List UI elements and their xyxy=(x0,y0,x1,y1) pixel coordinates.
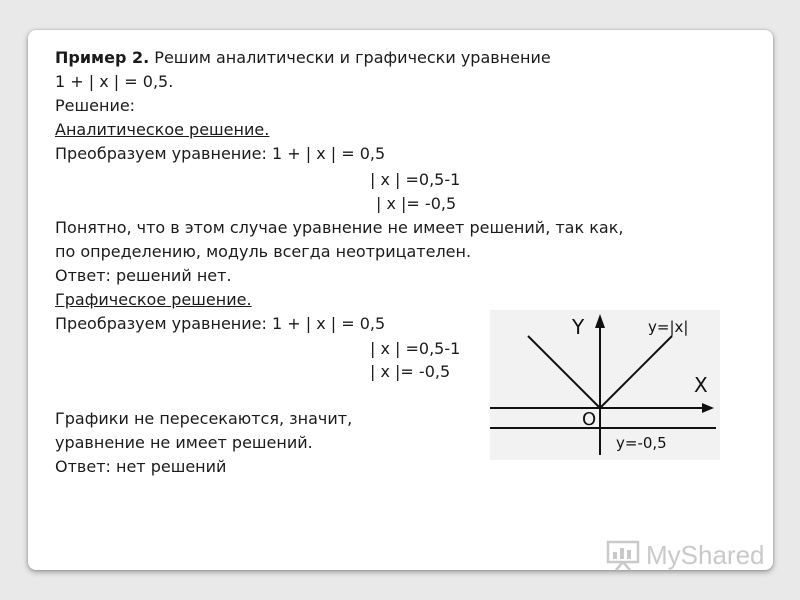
explanation-line-2: по определению, модуль всегда неотрицателен. xyxy=(55,242,472,261)
graph-figure xyxy=(490,310,720,460)
transform-label-1: Преобразуем уравнение: xyxy=(55,144,267,163)
x-axis-label: X xyxy=(694,373,708,397)
watermark xyxy=(606,538,765,572)
curve-label-const: y=-0,5 xyxy=(616,434,667,452)
analytic-answer: Ответ: решений нет. xyxy=(55,266,232,285)
origin-label: O xyxy=(582,409,597,430)
solution-label: Решение: xyxy=(55,96,136,115)
conclusion-line-1: Графики не пересекаются, значит, xyxy=(55,409,353,428)
analytic-step-2: | x |= -0,5 xyxy=(376,194,457,213)
curve-label-abs: y=|x| xyxy=(648,318,689,336)
transform-label-2: Преобразуем уравнение: xyxy=(55,314,267,333)
equation: 1 + | x | = 0,5. xyxy=(55,72,174,91)
graphic-section-title: Графическое решение. xyxy=(55,290,252,309)
example-task: Решим аналитически и графически уравнение xyxy=(149,48,551,67)
conclusion-line-2: уравнение не имеет решений. xyxy=(55,433,313,452)
watermark-text: MyShared xyxy=(646,539,765,570)
explanation-line-1: Понятно, что в этом случае уравнение не имеет решений, так как, xyxy=(55,218,624,237)
graphic-step-1: | x | =0,5-1 xyxy=(370,339,461,358)
y-axis-label: Y xyxy=(572,315,585,339)
presentation-board-icon xyxy=(606,539,640,571)
analytic-section-title: Аналитическое решение. xyxy=(55,120,270,139)
graphic-step-2: | x |= -0,5 xyxy=(370,362,451,381)
graphic-answer: Ответ: нет решений xyxy=(55,457,227,476)
example-heading xyxy=(55,47,551,69)
transform-equation-2: 1 + | x | = 0,5 xyxy=(271,314,386,333)
example-title: Пример 2. xyxy=(55,48,150,67)
transform-line-1 xyxy=(55,143,385,165)
transform-equation-1: 1 + | x | = 0,5 xyxy=(271,144,386,163)
analytic-step-1: | x | =0,5-1 xyxy=(370,170,461,189)
transform-line-2 xyxy=(55,313,385,335)
